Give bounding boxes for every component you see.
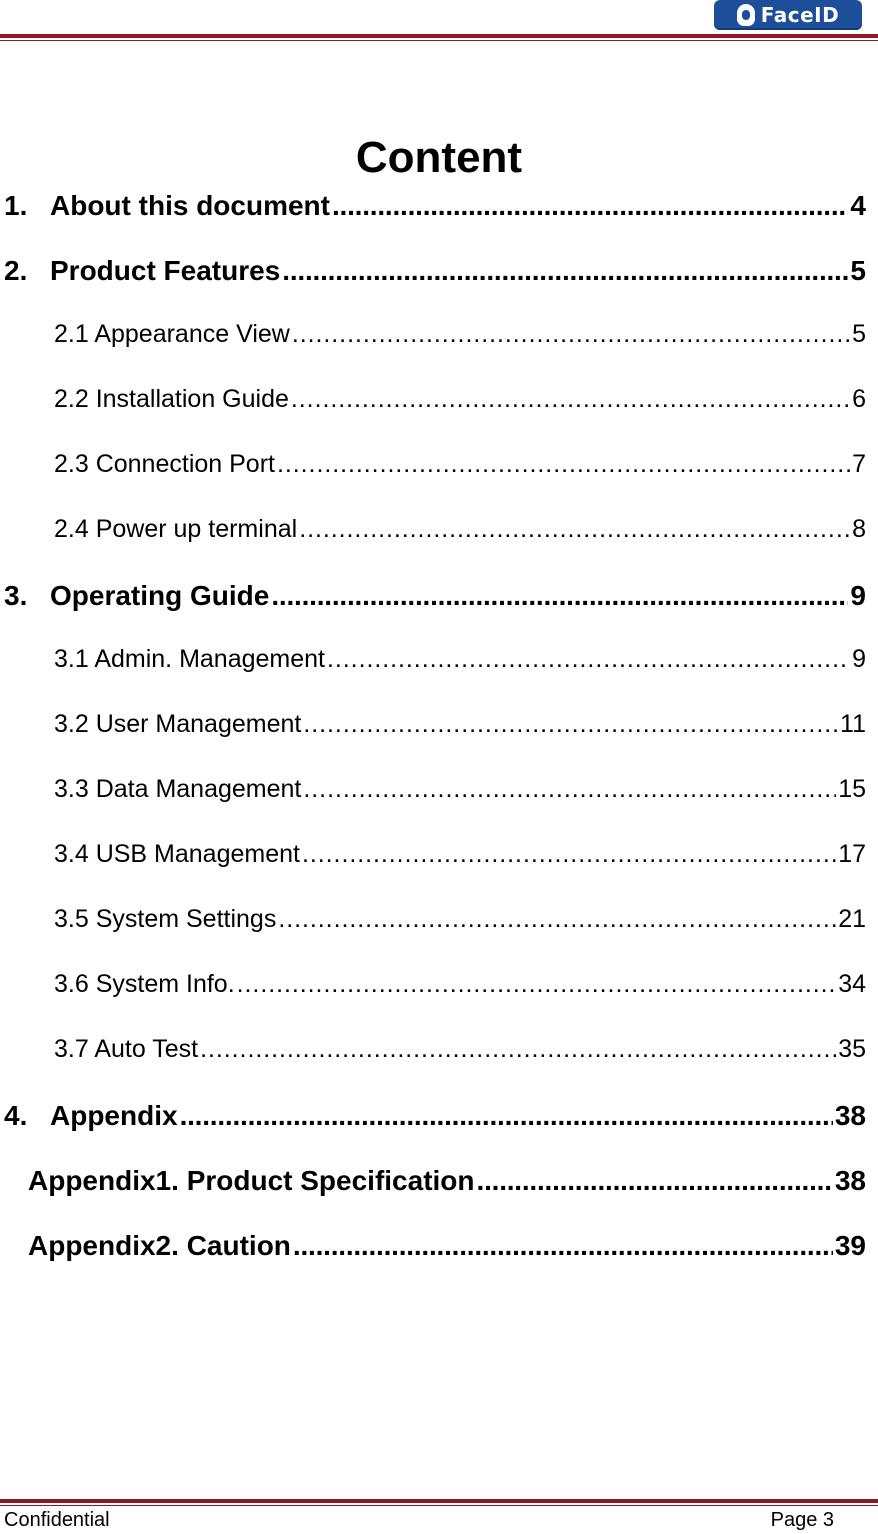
toc-entry-label: About this document [50,190,330,221]
toc-entry[interactable] [0,190,866,230]
toc-entry-label-wrap [0,775,301,804]
toc-entry-label-wrap [0,1230,291,1262]
toc-entry[interactable] [0,710,866,750]
footer-page-number: Page 3 [770,1509,834,1531]
toc-entry-label-wrap [0,580,269,612]
toc-entry-label: Appendix1. Product Specification [28,1165,475,1196]
toc-dot-leader [299,515,850,544]
toc-entry[interactable] [0,1035,866,1075]
toc-entry-page: 35 [838,1035,866,1063]
toc-dot-leader [291,385,850,414]
toc-entry-label: 2.3 Connection Port [54,450,275,478]
toc-entry-label-wrap [0,190,330,222]
toc-entry-label: 3.7 Auto Test [54,1035,199,1063]
toc-entry[interactable] [0,905,866,945]
toc-entry-page: 7 [852,450,866,478]
header-rule [0,34,878,38]
toc-entry-label: 3.6 System Info. [54,970,235,998]
toc-entry-label-wrap [0,385,289,414]
toc-entry-label-wrap [0,1035,198,1064]
toc-entry-page: 5 [852,320,866,348]
toc-dot-leader [477,1165,833,1197]
toc-dot-leader [180,1100,833,1132]
toc-entry[interactable] [0,775,866,815]
toc-entry-label: 2.1 Appearance View [54,320,290,348]
toc-entry[interactable] [0,385,866,425]
toc-entry[interactable] [0,840,866,880]
toc-entry[interactable] [0,645,866,685]
header-rule-thin [0,40,878,41]
toc-entry-page: 15 [838,775,866,803]
page-title: Content [355,133,523,182]
toc-entry-label-wrap [0,905,276,934]
toc-entry[interactable] [0,1100,866,1140]
toc-dot-leader [278,905,836,934]
toc-entry-label: Appendix2. Caution [28,1230,291,1261]
toc-entry-label: 3.5 System Settings [54,905,277,933]
toc-entry-page: 21 [838,905,866,933]
faceid-logo [714,0,862,30]
toc-entry-page: 34 [838,970,866,998]
toc-entry-page: 9 [852,645,866,673]
toc-entry[interactable] [0,255,866,295]
toc-entry[interactable] [0,970,866,1010]
toc-entry-number: 4. [4,1100,28,1131]
toc-entry-page: 17 [838,840,866,868]
toc-entry-page: 11 [840,710,866,738]
toc-dot-leader [282,255,848,287]
toc-entry-number: 1. [4,190,28,221]
toc-entry-label: 2.2 Installation Guide [54,385,289,413]
toc-entry[interactable] [0,515,866,555]
toc-entry-label: 3.3 Data Management [54,775,302,803]
footer-rule-thin [0,1505,878,1506]
toc-entry-page: 6 [852,385,866,413]
toc-entry-label: Product Features [50,255,281,286]
face-icon [737,4,755,26]
toc-dot-leader [271,580,848,612]
toc-entry-label: 3.4 USB Management [54,840,300,868]
toc-entry-page: 38 [834,1100,866,1131]
toc-entry-label-wrap [0,645,325,674]
toc-dot-leader [293,1230,833,1262]
toc-entry-label-wrap [0,970,235,999]
toc-entry[interactable] [0,580,866,620]
toc-dot-leader [327,645,850,674]
toc-entry-label: 3.1 Admin. Management [54,645,325,673]
toc-entry-page: 39 [834,1230,866,1261]
toc-dot-leader [292,320,850,349]
toc-entry-label-wrap [0,320,290,349]
toc-entry-label-wrap [0,450,275,479]
toc-entry-number: 2. [4,255,28,286]
toc-entry[interactable] [0,1230,866,1270]
toc-entry-page: 38 [834,1165,866,1196]
toc-entry-number: 3. [4,580,28,611]
toc-entry-label-wrap [0,1165,475,1197]
toc-entry-label: 2.4 Power up terminal [54,515,298,543]
toc-dot-leader [303,710,838,739]
toc-entry-label-wrap [0,255,280,287]
toc-dot-leader [237,970,837,999]
toc-dot-leader [277,450,850,479]
toc-entry-page: 5 [850,255,866,286]
toc-dot-leader [302,840,836,869]
toc-entry-label-wrap [0,1100,178,1132]
footer-rule [0,1499,878,1503]
toc-entry-page: 8 [852,515,866,543]
toc-entry-label: Operating Guide [50,580,270,611]
toc-dot-leader [200,1035,836,1064]
toc-entry-label: 3.2 User Management [54,710,302,738]
toc-dot-leader [332,190,848,222]
toc-entry[interactable] [0,450,866,490]
footer-confidential: Confidential [4,1509,110,1531]
toc-entry-label-wrap [0,710,301,739]
toc-entry[interactable] [0,1165,866,1205]
logo-text: FaceID [760,3,840,27]
toc-entry-page: 4 [850,190,866,221]
toc-dot-leader [303,775,836,804]
toc-entry-label: Appendix [50,1100,178,1131]
toc-entry-label-wrap [0,840,300,869]
toc-entry-label-wrap [0,515,297,544]
toc-entry[interactable] [0,320,866,360]
toc-entry-page: 9 [850,580,866,611]
